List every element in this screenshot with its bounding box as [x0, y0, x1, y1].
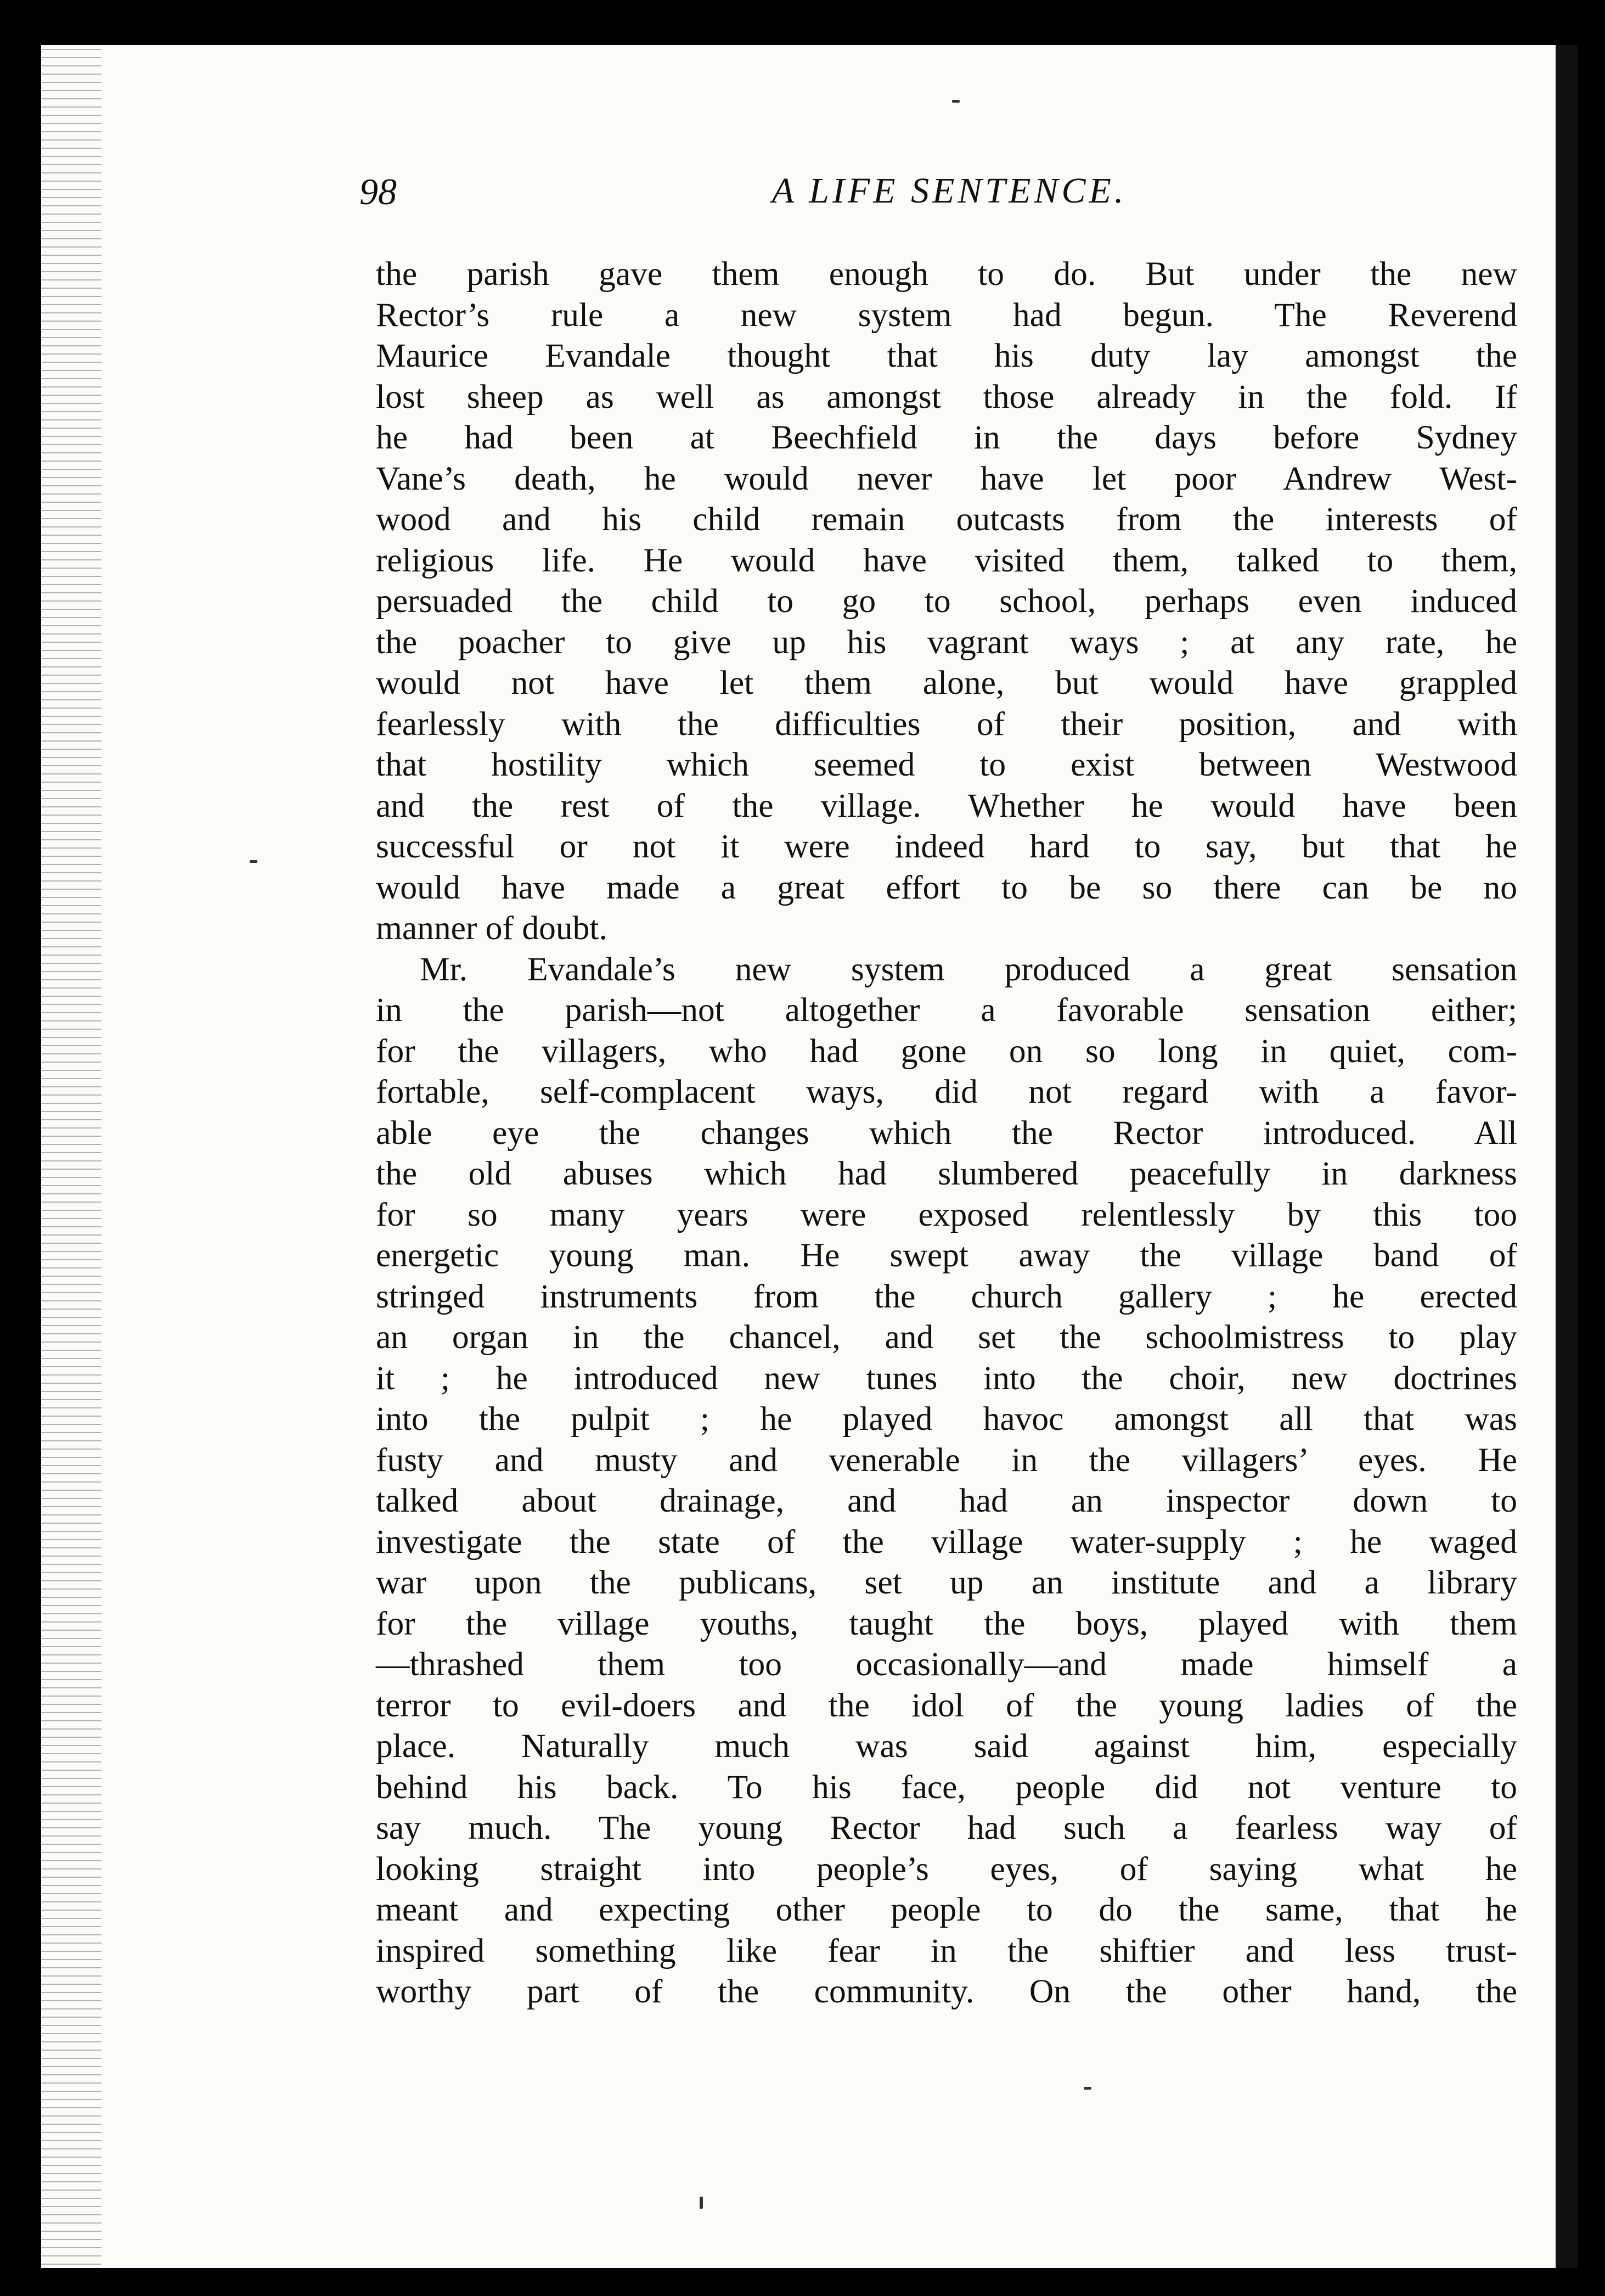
text-line: for the villagers, who had gone on so long in quiet, com-: [376, 1032, 1517, 1070]
page-header: [359, 170, 1539, 231]
text-line: looking straight into people’s eyes, of saying what he: [376, 1850, 1517, 1888]
page-edge-shadow: [1556, 45, 1578, 2268]
body-text: [376, 254, 1517, 2012]
ink-speck: [700, 2197, 703, 2209]
text-line: energetic young man. He swept away the village band of: [376, 1237, 1517, 1274]
text-line: persuaded the child to go to school, perhaps even induced: [376, 582, 1517, 620]
text-line: Mr. Evandale’s new system produced a great sensation: [420, 950, 1517, 988]
text-line: lost sheep as well as amongst those already in the fold. If: [376, 378, 1517, 416]
text-line: talked about drainage, and had an inspector down to: [376, 1482, 1517, 1519]
page-number: 98: [359, 171, 397, 212]
text-line: terror to evil-doers and the idol of the young ladies of the: [376, 1686, 1517, 1724]
text-line: inspired something like fear in the shiftier and less trust-: [376, 1932, 1517, 1969]
binding-gutter: [41, 45, 102, 2268]
text-line: investigate the state of the village water-supply ; he waged: [376, 1523, 1517, 1560]
text-line: religious life. He would have visited them, talked to them,: [376, 541, 1517, 579]
text-line: war upon the publicans, set up an institute and a library: [376, 1564, 1517, 1601]
text-line: say much. The young Rector had such a fearless way of: [376, 1809, 1517, 1846]
text-line: —thrashed them too occasionally—and made himself a: [376, 1646, 1517, 1683]
text-line: behind his back. To his face, people did not venture to: [376, 1768, 1517, 1806]
text-line: the poacher to give up his vagrant ways ; at any rate, he: [376, 623, 1517, 661]
text-line: wood and his child remain outcasts from the interests of: [376, 501, 1517, 538]
text-line: Rector’s rule a new system had begun. The Reverend: [376, 296, 1517, 334]
text-line: in the parish—not altogether a favorable sensation either;: [376, 991, 1517, 1029]
text-line: into the pulpit ; he played havoc amongst all that was: [376, 1400, 1517, 1438]
text-line: an organ in the chancel, and set the schoolmistress to play: [376, 1318, 1517, 1356]
text-line: Maurice Evandale thought that his duty lay amongst the: [376, 337, 1517, 374]
text-line: worthy part of the community. On the other hand, the: [376, 1973, 1517, 2010]
ink-speck: [952, 100, 960, 103]
text-line: the old abuses which had slumbered peacefully in darkness: [376, 1155, 1517, 1192]
text-line: for so many years were exposed relentlessly by this too: [376, 1195, 1517, 1233]
text-line: fortable, self-complacent ways, did not regard with a favor-: [376, 1073, 1517, 1110]
ink-speck: [250, 860, 257, 863]
text-line: fusty and musty and venerable in the villagers’ eyes. He: [376, 1441, 1517, 1479]
text-line: stringed instruments from the church gallery ; he erected: [376, 1277, 1517, 1315]
text-line: place. Naturally much was said against him, especially: [376, 1727, 1517, 1765]
running-title: A LIFE SENTENCE.: [771, 171, 1127, 211]
text-line: Vane’s death, he would never have let poor Andrew West-: [376, 459, 1517, 497]
text-line: it ; he introduced new tunes into the choir, new doctrines: [376, 1359, 1517, 1397]
text-line: successful or not it were indeed hard to say, but that he: [376, 828, 1517, 865]
ink-speck: [1084, 2087, 1091, 2090]
text-line: and the rest of the village. Whether he would have been: [376, 787, 1517, 824]
text-line: able eye the changes which the Rector introduced. All: [376, 1114, 1517, 1152]
text-line: that hostility which seemed to exist between Westwood: [376, 746, 1517, 783]
text-line: would have made a great effort to be so there can be no: [376, 868, 1517, 906]
book-page: [41, 45, 1578, 2268]
text-line: for the village youths, taught the boys, played with them: [376, 1604, 1517, 1642]
text-line: meant and expecting other people to do the same, that he: [376, 1891, 1517, 1928]
text-line: would not have let them alone, but would have grappled: [376, 664, 1517, 701]
text-line: fearlessly with the difficulties of their position, and with: [376, 705, 1517, 743]
text-line: manner of doubt.: [376, 910, 607, 947]
text-line: the parish gave them enough to do. But under the new: [376, 255, 1517, 293]
text-line: he had been at Beechfield in the days before Sydney: [376, 419, 1517, 456]
